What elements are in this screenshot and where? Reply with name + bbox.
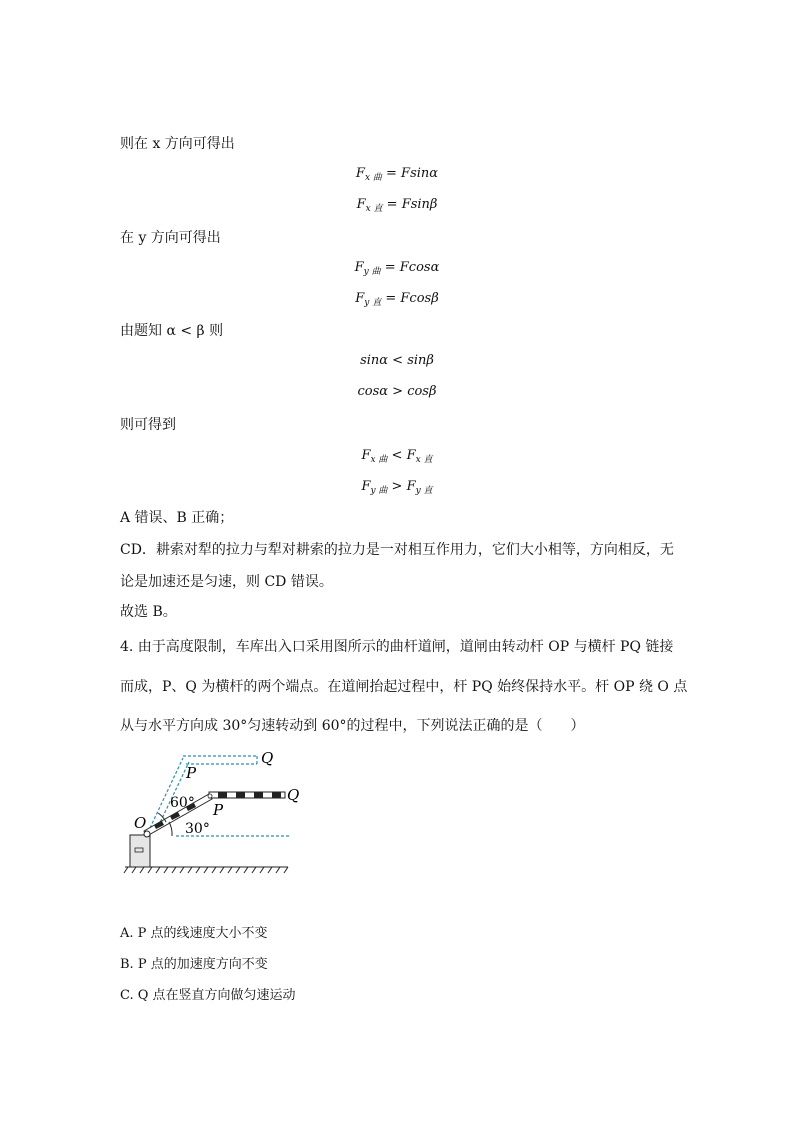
eq-lhs: F <box>361 479 371 494</box>
label-o: O <box>134 814 147 832</box>
option-c: C. Q 点在竖直方向做匀速运动 <box>120 988 296 1003</box>
eq-sub: y 曲 <box>370 486 388 496</box>
text-line-cd-explanation: CD．耕索对犁的拉力与犁对耕索的拉力是一对相互作用力，它们大小相等，方向相反，无 <box>120 542 674 558</box>
equation-fy-straight <box>0 291 794 311</box>
eq-sub: x 曲 <box>364 173 382 183</box>
ground-hatch <box>124 867 288 873</box>
label-60-degrees: 60° <box>170 795 195 811</box>
gate-figure <box>120 745 310 885</box>
eq-rhs: = Fcosβ <box>385 291 439 306</box>
text-line-x-direction: 则在 x 方向可得出 <box>120 136 235 152</box>
option-b: B. P 点的加速度方向不变 <box>120 957 268 972</box>
label-q-upper: Q <box>261 749 274 767</box>
eq-rhs: = Fsinα <box>386 166 439 181</box>
eq-sub2: y 直 <box>415 486 433 496</box>
equation-fy-curved <box>0 260 794 280</box>
text-line-result: 则可得到 <box>120 417 176 433</box>
option-a: A. P 点的线速度大小不变 <box>120 926 268 941</box>
eq-sub: x 直 <box>365 204 383 214</box>
eq-sub2: x 直 <box>415 455 433 465</box>
eq-lhs: F <box>354 260 364 275</box>
equation-fy-compare <box>0 479 794 499</box>
equation-cos-compare: cosα > cosβ <box>357 384 437 399</box>
gate-base <box>130 835 150 867</box>
question-line-2: 而成，P、Q 为横杆的两个端点。在道闸抬起过程中，杆 PQ 始终保持水平。杆 OP 绕 O 点 <box>120 679 688 695</box>
eq-op: > F <box>387 479 416 494</box>
text-line-ab-verdict: A 错误、B 正确； <box>120 510 234 526</box>
eq-lhs: F <box>361 448 371 463</box>
label-p-upper: P <box>186 764 197 782</box>
eq-rhs: = Fcosα <box>384 260 440 275</box>
eq-sub: y 曲 <box>363 267 381 277</box>
label-q-lower: Q <box>287 786 300 804</box>
label-p-lower: P <box>213 801 224 819</box>
eq-lhs: F <box>355 291 365 306</box>
eq-rhs: = Fsinβ <box>386 197 438 212</box>
eq-sub: x 曲 <box>370 455 388 465</box>
eq-lhs: F <box>355 166 365 181</box>
eq-op: < F <box>387 448 416 463</box>
label-30-degrees: 30° <box>185 821 210 837</box>
text-line-y-direction: 在 y 方向可得出 <box>120 230 221 246</box>
equation-fx-straight <box>0 197 794 217</box>
angle-arc-30 <box>169 822 172 836</box>
eq-lhs: F <box>356 197 366 212</box>
question-line-3: 从与水平方向成 30°匀速转动到 60°的过程中，下列说法正确的是（ ） <box>120 718 585 734</box>
equation-fx-curved <box>0 166 794 186</box>
text-line-cd-verdict: 论是加速还是匀速，则 CD 错误。 <box>120 574 333 590</box>
eq-sub: y 直 <box>364 298 382 308</box>
text-line-answer: 故选 B。 <box>120 604 177 620</box>
equation-fx-compare <box>0 448 794 468</box>
bar-pq <box>209 792 285 798</box>
text-line-given: 由题知 α < β 则 <box>120 323 224 339</box>
equation-sin-compare: sinα < sinβ <box>360 353 434 368</box>
question-line-1: 4. 由于高度限制，车库出入口采用图所示的曲杆道闸，道闸由转动杆 OP 与横杆 PQ 链接 <box>120 639 674 655</box>
